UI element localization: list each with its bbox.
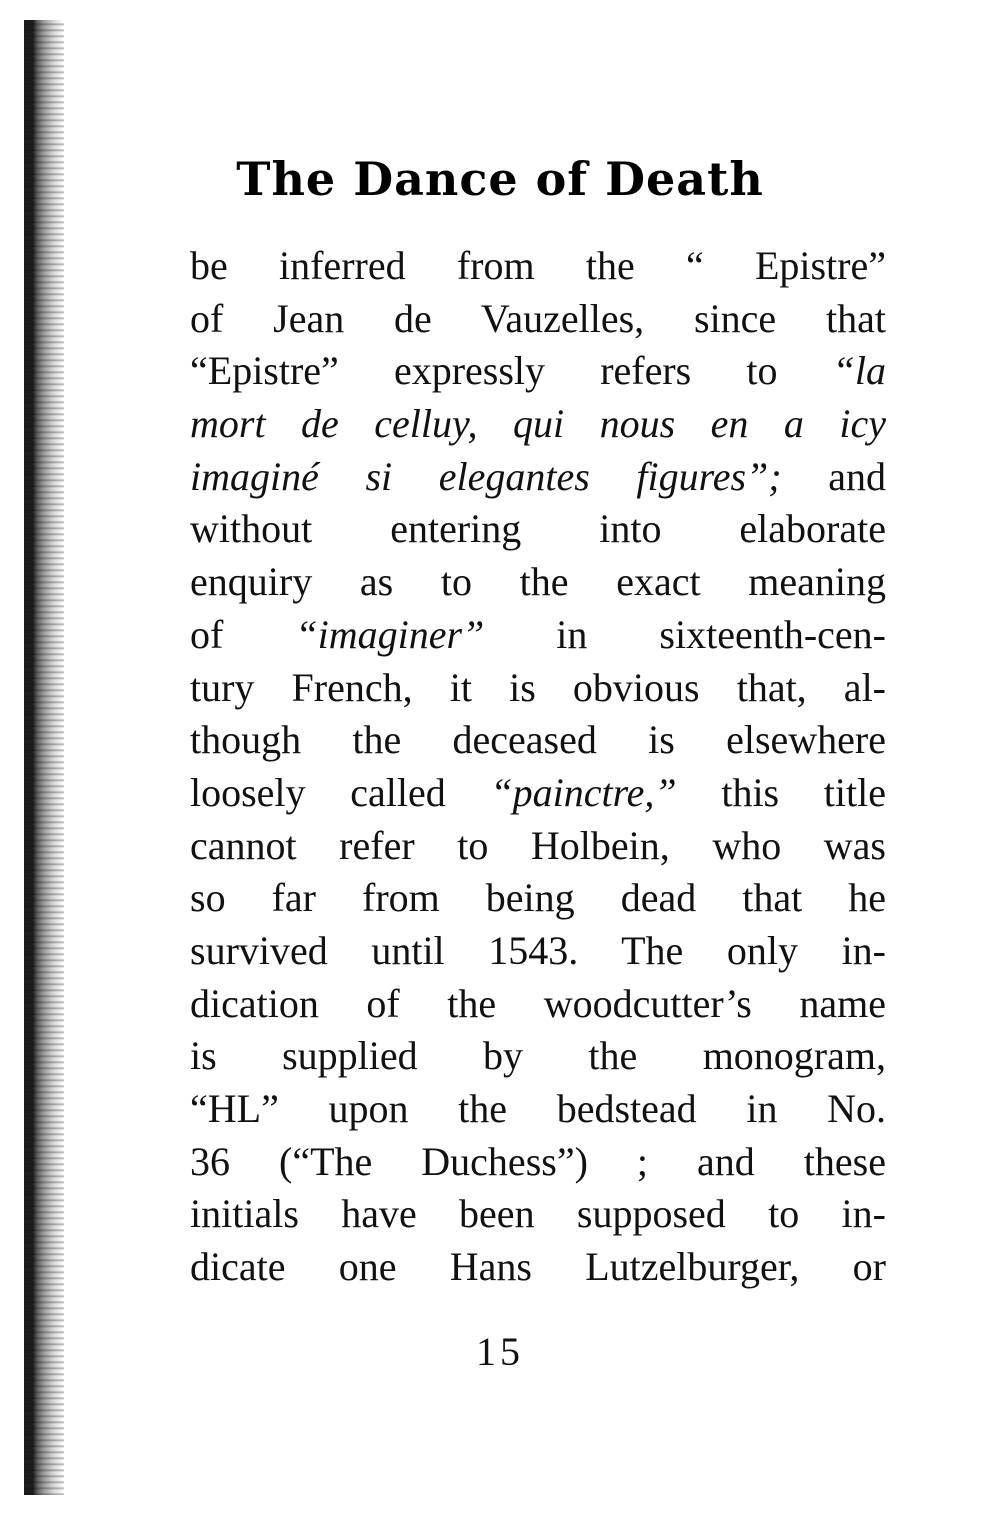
- text-line: tury French, it is obvious that, al-: [190, 664, 886, 710]
- text-line: initials have been supposed to in-: [190, 1191, 886, 1237]
- text-line: without entering into elaborate: [190, 506, 886, 552]
- text-line: imaginé si elegantes figures”; and: [190, 453, 886, 499]
- text-line: dicate one Hans Lutzelburger, or: [190, 1244, 886, 1290]
- scan-gutter-shadow: [24, 20, 64, 1495]
- text-line: of Jean de Vauzelles, since that: [190, 295, 886, 341]
- text-line: survived until 1543. The only in-: [190, 927, 886, 973]
- text-line: “HL” upon the bedstead in No.: [190, 1086, 886, 1131]
- text-line: cannot refer to Holbein, who was: [190, 822, 886, 868]
- text-line: of “imaginer” in sixteenth-cen-: [190, 611, 886, 657]
- text-line: be inferred from the “ Epistre”: [190, 243, 886, 288]
- running-head: The Dance of Death: [236, 152, 764, 206]
- text-line: dication of the woodcutter’s name: [190, 980, 886, 1026]
- text-line: though the deceased is elsewhere: [190, 717, 886, 763]
- text-line: is supplied by the monogram,: [190, 1033, 886, 1079]
- text-line: loosely called “painctre,” this title: [190, 769, 886, 815]
- text-line: so far from being dead that he: [190, 875, 886, 921]
- body-text: [190, 240, 886, 1294]
- text-line: mort de celluy, qui nous en a icy: [190, 401, 886, 447]
- text-line: “Epistre” expressly refers to “la: [190, 348, 886, 394]
- text-line: 36 (“The Duchess”) ; and these: [190, 1138, 886, 1184]
- page-number: 15: [476, 1329, 524, 1374]
- text-line: enquiry as to the exact meaning: [190, 559, 886, 605]
